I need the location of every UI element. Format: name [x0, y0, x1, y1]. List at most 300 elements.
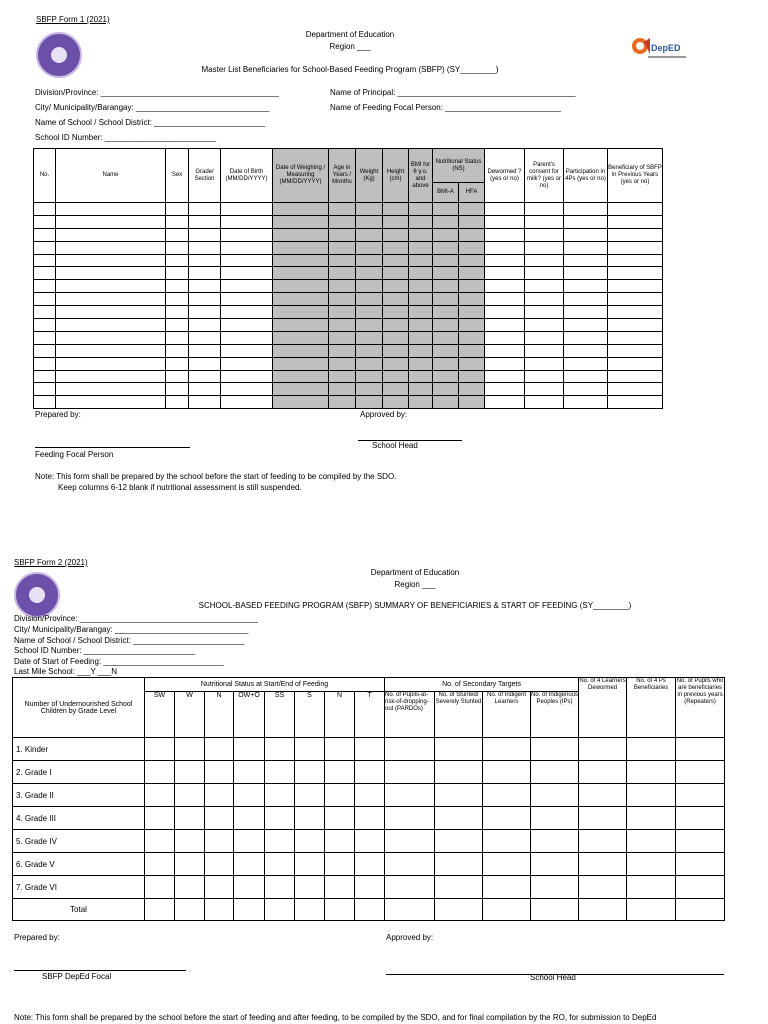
last-mile-field[interactable]: Last Mile School: ___Y ___N	[14, 667, 118, 676]
masterlist-cell[interactable]	[409, 357, 433, 370]
masterlist-cell[interactable]	[433, 344, 459, 357]
masterlist-cell[interactable]	[329, 267, 356, 280]
masterlist-cell[interactable]	[485, 254, 525, 267]
masterlist-cell[interactable]	[273, 228, 329, 241]
masterlist-cell[interactable]	[433, 254, 459, 267]
masterlist-cell[interactable]	[564, 267, 608, 280]
masterlist-cell[interactable]	[273, 215, 329, 228]
masterlist-cell[interactable]	[166, 254, 189, 267]
masterlist-cell[interactable]	[329, 254, 356, 267]
summary-cell[interactable]	[295, 807, 325, 830]
summary-cell[interactable]	[531, 899, 579, 921]
masterlist-cell[interactable]	[485, 383, 525, 396]
masterlist-cell[interactable]	[383, 280, 409, 293]
summary-cell[interactable]	[325, 761, 355, 784]
masterlist-cell[interactable]	[221, 370, 273, 383]
masterlist-cell[interactable]	[166, 396, 189, 409]
masterlist-cell[interactable]	[608, 280, 663, 293]
summary-cell[interactable]	[325, 807, 355, 830]
summary-cell[interactable]	[205, 807, 234, 830]
summary-cell[interactable]	[627, 899, 676, 921]
masterlist-cell[interactable]	[433, 228, 459, 241]
masterlist-cell[interactable]	[34, 306, 56, 319]
masterlist-cell[interactable]	[34, 383, 56, 396]
masterlist-cell[interactable]	[433, 306, 459, 319]
masterlist-cell[interactable]	[409, 267, 433, 280]
summary-cell[interactable]	[531, 876, 579, 899]
masterlist-cell[interactable]	[329, 280, 356, 293]
masterlist-cell[interactable]	[221, 280, 273, 293]
masterlist-cell[interactable]	[409, 241, 433, 254]
masterlist-cell[interactable]	[329, 203, 356, 216]
summary-cell[interactable]	[205, 876, 234, 899]
masterlist-cell[interactable]	[166, 344, 189, 357]
form2-city-field[interactable]: City/ Municipality/Barangay: ______________________________	[14, 625, 249, 634]
masterlist-cell[interactable]	[525, 370, 564, 383]
masterlist-cell[interactable]	[56, 306, 166, 319]
masterlist-cell[interactable]	[608, 370, 663, 383]
masterlist-cell[interactable]	[459, 370, 485, 383]
summary-cell[interactable]	[355, 853, 385, 876]
masterlist-cell[interactable]	[409, 319, 433, 332]
masterlist-cell[interactable]	[383, 331, 409, 344]
masterlist-cell[interactable]	[166, 241, 189, 254]
summary-cell[interactable]	[145, 876, 175, 899]
masterlist-cell[interactable]	[409, 215, 433, 228]
masterlist-cell[interactable]	[564, 280, 608, 293]
summary-cell[interactable]	[676, 876, 725, 899]
masterlist-cell[interactable]	[329, 357, 356, 370]
masterlist-cell[interactable]	[459, 319, 485, 332]
masterlist-cell[interactable]	[459, 254, 485, 267]
masterlist-cell[interactable]	[383, 370, 409, 383]
summary-cell[interactable]	[265, 899, 295, 921]
masterlist-cell[interactable]	[34, 293, 56, 306]
masterlist-cell[interactable]	[459, 396, 485, 409]
masterlist-cell[interactable]	[564, 319, 608, 332]
summary-cell[interactable]	[295, 830, 325, 853]
masterlist-cell[interactable]	[459, 383, 485, 396]
masterlist-cell[interactable]	[433, 383, 459, 396]
masterlist-cell[interactable]	[525, 280, 564, 293]
masterlist-cell[interactable]	[409, 370, 433, 383]
masterlist-cell[interactable]	[56, 319, 166, 332]
masterlist-cell[interactable]	[189, 370, 221, 383]
masterlist-cell[interactable]	[189, 215, 221, 228]
summary-cell[interactable]	[175, 853, 205, 876]
masterlist-cell[interactable]	[329, 370, 356, 383]
masterlist-cell[interactable]	[383, 383, 409, 396]
masterlist-cell[interactable]	[166, 267, 189, 280]
masterlist-cell[interactable]	[221, 396, 273, 409]
masterlist-cell[interactable]	[329, 344, 356, 357]
summary-cell[interactable]	[385, 761, 435, 784]
masterlist-cell[interactable]	[459, 215, 485, 228]
masterlist-cell[interactable]	[608, 396, 663, 409]
summary-cell[interactable]	[175, 899, 205, 921]
summary-cell[interactable]	[627, 876, 676, 899]
summary-cell[interactable]	[385, 738, 435, 761]
summary-cell[interactable]	[579, 807, 627, 830]
masterlist-cell[interactable]	[329, 215, 356, 228]
masterlist-cell[interactable]	[273, 370, 329, 383]
masterlist-cell[interactable]	[221, 357, 273, 370]
masterlist-cell[interactable]	[485, 280, 525, 293]
masterlist-cell[interactable]	[221, 383, 273, 396]
masterlist-cell[interactable]	[34, 267, 56, 280]
summary-cell[interactable]	[483, 807, 531, 830]
masterlist-cell[interactable]	[56, 280, 166, 293]
summary-cell[interactable]	[205, 830, 234, 853]
masterlist-cell[interactable]	[433, 280, 459, 293]
masterlist-cell[interactable]	[433, 267, 459, 280]
masterlist-cell[interactable]	[56, 228, 166, 241]
summary-cell[interactable]	[175, 784, 205, 807]
masterlist-cell[interactable]	[56, 241, 166, 254]
masterlist-cell[interactable]	[166, 370, 189, 383]
masterlist-cell[interactable]	[485, 331, 525, 344]
masterlist-cell[interactable]	[166, 280, 189, 293]
masterlist-cell[interactable]	[459, 280, 485, 293]
city-field[interactable]: City/ Municipality/Barangay: ______________________________	[35, 103, 270, 112]
summary-cell[interactable]	[355, 876, 385, 899]
masterlist-cell[interactable]	[356, 383, 383, 396]
summary-cell[interactable]	[355, 738, 385, 761]
summary-cell[interactable]	[325, 853, 355, 876]
summary-cell[interactable]	[295, 784, 325, 807]
masterlist-cell[interactable]	[356, 357, 383, 370]
summary-cell[interactable]	[265, 761, 295, 784]
summary-cell[interactable]	[435, 761, 483, 784]
masterlist-cell[interactable]	[221, 319, 273, 332]
summary-cell[interactable]	[676, 830, 725, 853]
summary-cell[interactable]	[145, 830, 175, 853]
masterlist-cell[interactable]	[189, 357, 221, 370]
masterlist-cell[interactable]	[273, 203, 329, 216]
masterlist-cell[interactable]	[485, 370, 525, 383]
masterlist-cell[interactable]	[564, 383, 608, 396]
summary-cell[interactable]	[531, 807, 579, 830]
masterlist-cell[interactable]	[329, 306, 356, 319]
summary-cell[interactable]	[676, 899, 725, 921]
summary-cell[interactable]	[295, 853, 325, 876]
masterlist-cell[interactable]	[356, 306, 383, 319]
masterlist-cell[interactable]	[409, 203, 433, 216]
summary-cell[interactable]	[483, 738, 531, 761]
masterlist-cell[interactable]	[433, 331, 459, 344]
masterlist-cell[interactable]	[608, 203, 663, 216]
masterlist-cell[interactable]	[608, 331, 663, 344]
summary-cell[interactable]	[531, 761, 579, 784]
summary-cell[interactable]	[234, 784, 265, 807]
masterlist-cell[interactable]	[433, 203, 459, 216]
masterlist-cell[interactable]	[525, 241, 564, 254]
masterlist-cell[interactable]	[273, 254, 329, 267]
summary-cell[interactable]	[385, 876, 435, 899]
masterlist-cell[interactable]	[221, 228, 273, 241]
masterlist-cell[interactable]	[221, 215, 273, 228]
masterlist-cell[interactable]	[273, 293, 329, 306]
masterlist-cell[interactable]	[525, 267, 564, 280]
masterlist-cell[interactable]	[329, 293, 356, 306]
masterlist-cell[interactable]	[525, 254, 564, 267]
summary-cell[interactable]	[325, 784, 355, 807]
masterlist-cell[interactable]	[525, 215, 564, 228]
summary-cell[interactable]	[265, 784, 295, 807]
summary-cell[interactable]	[483, 761, 531, 784]
masterlist-cell[interactable]	[525, 306, 564, 319]
summary-cell[interactable]	[355, 830, 385, 853]
masterlist-cell[interactable]	[356, 267, 383, 280]
form2-school-id-field[interactable]: School ID Number: _________________________	[14, 646, 196, 655]
masterlist-cell[interactable]	[485, 396, 525, 409]
masterlist-cell[interactable]	[221, 331, 273, 344]
masterlist-cell[interactable]	[189, 254, 221, 267]
masterlist-cell[interactable]	[329, 331, 356, 344]
masterlist-cell[interactable]	[189, 383, 221, 396]
masterlist-cell[interactable]	[459, 331, 485, 344]
summary-cell[interactable]	[435, 830, 483, 853]
masterlist-cell[interactable]	[189, 331, 221, 344]
masterlist-cell[interactable]	[485, 306, 525, 319]
masterlist-cell[interactable]	[525, 396, 564, 409]
masterlist-cell[interactable]	[525, 203, 564, 216]
summary-cell[interactable]	[627, 807, 676, 830]
summary-cell[interactable]	[627, 761, 676, 784]
masterlist-cell[interactable]	[433, 357, 459, 370]
masterlist-cell[interactable]	[34, 228, 56, 241]
masterlist-cell[interactable]	[329, 383, 356, 396]
masterlist-cell[interactable]	[189, 306, 221, 319]
summary-cell[interactable]	[483, 853, 531, 876]
masterlist-cell[interactable]	[409, 228, 433, 241]
masterlist-cell[interactable]	[433, 396, 459, 409]
summary-cell[interactable]	[205, 761, 234, 784]
summary-cell[interactable]	[175, 738, 205, 761]
summary-cell[interactable]	[145, 807, 175, 830]
masterlist-cell[interactable]	[356, 370, 383, 383]
summary-cell[interactable]	[435, 784, 483, 807]
masterlist-cell[interactable]	[56, 344, 166, 357]
masterlist-cell[interactable]	[383, 344, 409, 357]
masterlist-cell[interactable]	[329, 396, 356, 409]
summary-cell[interactable]	[234, 830, 265, 853]
masterlist-cell[interactable]	[409, 306, 433, 319]
summary-cell[interactable]	[175, 761, 205, 784]
masterlist-cell[interactable]	[56, 267, 166, 280]
masterlist-cell[interactable]	[383, 254, 409, 267]
masterlist-cell[interactable]	[356, 254, 383, 267]
focal-person-field[interactable]: Name of Feeding Focal Person: __________________________	[330, 103, 561, 112]
masterlist-cell[interactable]	[166, 357, 189, 370]
masterlist-cell[interactable]	[433, 293, 459, 306]
summary-cell[interactable]	[325, 830, 355, 853]
masterlist-cell[interactable]	[356, 319, 383, 332]
masterlist-cell[interactable]	[356, 215, 383, 228]
masterlist-cell[interactable]	[189, 344, 221, 357]
summary-cell[interactable]	[355, 807, 385, 830]
masterlist-cell[interactable]	[56, 293, 166, 306]
summary-cell[interactable]	[531, 784, 579, 807]
masterlist-cell[interactable]	[485, 203, 525, 216]
masterlist-cell[interactable]	[459, 306, 485, 319]
masterlist-cell[interactable]	[56, 331, 166, 344]
masterlist-cell[interactable]	[485, 319, 525, 332]
masterlist-cell[interactable]	[459, 357, 485, 370]
masterlist-cell[interactable]	[564, 228, 608, 241]
summary-cell[interactable]	[579, 738, 627, 761]
masterlist-cell[interactable]	[608, 383, 663, 396]
masterlist-cell[interactable]	[525, 331, 564, 344]
masterlist-cell[interactable]	[329, 228, 356, 241]
masterlist-cell[interactable]	[383, 396, 409, 409]
summary-cell[interactable]	[531, 830, 579, 853]
masterlist-cell[interactable]	[273, 331, 329, 344]
masterlist-cell[interactable]	[189, 280, 221, 293]
masterlist-cell[interactable]	[525, 319, 564, 332]
masterlist-cell[interactable]	[525, 357, 564, 370]
masterlist-cell[interactable]	[34, 203, 56, 216]
masterlist-cell[interactable]	[273, 280, 329, 293]
masterlist-cell[interactable]	[166, 306, 189, 319]
masterlist-cell[interactable]	[485, 267, 525, 280]
masterlist-cell[interactable]	[383, 241, 409, 254]
summary-cell[interactable]	[676, 784, 725, 807]
summary-cell[interactable]	[325, 738, 355, 761]
summary-cell[interactable]	[355, 761, 385, 784]
masterlist-cell[interactable]	[189, 241, 221, 254]
masterlist-cell[interactable]	[273, 383, 329, 396]
summary-cell[interactable]	[205, 784, 234, 807]
masterlist-cell[interactable]	[189, 203, 221, 216]
masterlist-cell[interactable]	[485, 215, 525, 228]
summary-cell[interactable]	[234, 853, 265, 876]
masterlist-cell[interactable]	[409, 331, 433, 344]
summary-cell[interactable]	[234, 899, 265, 921]
summary-cell[interactable]	[265, 876, 295, 899]
school-name-field[interactable]: Name of School / School District: _________________________	[35, 118, 266, 127]
masterlist-cell[interactable]	[273, 344, 329, 357]
division-field[interactable]: Division/Province: ________________________________________	[35, 88, 279, 97]
masterlist-cell[interactable]	[564, 344, 608, 357]
summary-cell[interactable]	[676, 807, 725, 830]
summary-cell[interactable]	[175, 807, 205, 830]
masterlist-cell[interactable]	[221, 344, 273, 357]
summary-cell[interactable]	[145, 853, 175, 876]
school-id-field[interactable]: School ID Number: _________________________	[35, 133, 217, 142]
masterlist-cell[interactable]	[189, 293, 221, 306]
summary-cell[interactable]	[531, 738, 579, 761]
masterlist-cell[interactable]	[383, 357, 409, 370]
masterlist-cell[interactable]	[564, 306, 608, 319]
masterlist-cell[interactable]	[221, 306, 273, 319]
form2-division-field[interactable]: Division/Province: ________________________________________	[14, 614, 258, 623]
masterlist-cell[interactable]	[356, 344, 383, 357]
summary-cell[interactable]	[175, 876, 205, 899]
masterlist-cell[interactable]	[409, 344, 433, 357]
masterlist-cell[interactable]	[34, 254, 56, 267]
masterlist-cell[interactable]	[525, 383, 564, 396]
masterlist-cell[interactable]	[34, 357, 56, 370]
masterlist-cell[interactable]	[564, 293, 608, 306]
masterlist-cell[interactable]	[34, 331, 56, 344]
summary-cell[interactable]	[145, 761, 175, 784]
summary-cell[interactable]	[145, 784, 175, 807]
masterlist-cell[interactable]	[564, 357, 608, 370]
masterlist-cell[interactable]	[221, 293, 273, 306]
masterlist-cell[interactable]	[189, 267, 221, 280]
masterlist-cell[interactable]	[221, 241, 273, 254]
masterlist-cell[interactable]	[189, 319, 221, 332]
masterlist-cell[interactable]	[564, 203, 608, 216]
summary-cell[interactable]	[579, 853, 627, 876]
masterlist-cell[interactable]	[56, 357, 166, 370]
masterlist-cell[interactable]	[608, 215, 663, 228]
masterlist-cell[interactable]	[166, 228, 189, 241]
masterlist-cell[interactable]	[273, 396, 329, 409]
masterlist-cell[interactable]	[485, 344, 525, 357]
summary-cell[interactable]	[627, 830, 676, 853]
summary-cell[interactable]	[579, 761, 627, 784]
masterlist-cell[interactable]	[273, 357, 329, 370]
masterlist-cell[interactable]	[56, 383, 166, 396]
masterlist-cell[interactable]	[485, 228, 525, 241]
masterlist-cell[interactable]	[273, 319, 329, 332]
masterlist-cell[interactable]	[273, 306, 329, 319]
masterlist-cell[interactable]	[433, 319, 459, 332]
form2-school-field[interactable]: Name of School / School District: _________________________	[14, 636, 245, 645]
summary-cell[interactable]	[483, 899, 531, 921]
masterlist-cell[interactable]	[356, 241, 383, 254]
masterlist-cell[interactable]	[383, 203, 409, 216]
masterlist-cell[interactable]	[221, 267, 273, 280]
masterlist-cell[interactable]	[525, 228, 564, 241]
summary-cell[interactable]	[175, 830, 205, 853]
masterlist-cell[interactable]	[56, 370, 166, 383]
masterlist-cell[interactable]	[459, 241, 485, 254]
summary-cell[interactable]	[234, 807, 265, 830]
summary-cell[interactable]	[234, 761, 265, 784]
summary-cell[interactable]	[234, 738, 265, 761]
summary-cell[interactable]	[579, 876, 627, 899]
summary-cell[interactable]	[385, 899, 435, 921]
masterlist-cell[interactable]	[166, 319, 189, 332]
masterlist-cell[interactable]	[56, 215, 166, 228]
masterlist-cell[interactable]	[564, 254, 608, 267]
summary-cell[interactable]	[676, 853, 725, 876]
masterlist-cell[interactable]	[564, 396, 608, 409]
masterlist-cell[interactable]	[166, 331, 189, 344]
masterlist-cell[interactable]	[329, 241, 356, 254]
feeding-start-field[interactable]: Date of Start of Feeding: ___________________________	[14, 657, 224, 666]
masterlist-cell[interactable]	[34, 370, 56, 383]
summary-cell[interactable]	[627, 784, 676, 807]
masterlist-cell[interactable]	[56, 396, 166, 409]
masterlist-cell[interactable]	[608, 228, 663, 241]
summary-cell[interactable]	[579, 784, 627, 807]
masterlist-cell[interactable]	[459, 267, 485, 280]
masterlist-cell[interactable]	[433, 370, 459, 383]
masterlist-cell[interactable]	[564, 215, 608, 228]
masterlist-cell[interactable]	[608, 319, 663, 332]
masterlist-cell[interactable]	[608, 254, 663, 267]
masterlist-cell[interactable]	[608, 357, 663, 370]
masterlist-cell[interactable]	[383, 293, 409, 306]
summary-cell[interactable]	[435, 876, 483, 899]
masterlist-cell[interactable]	[383, 267, 409, 280]
masterlist-cell[interactable]	[34, 280, 56, 293]
masterlist-cell[interactable]	[56, 254, 166, 267]
